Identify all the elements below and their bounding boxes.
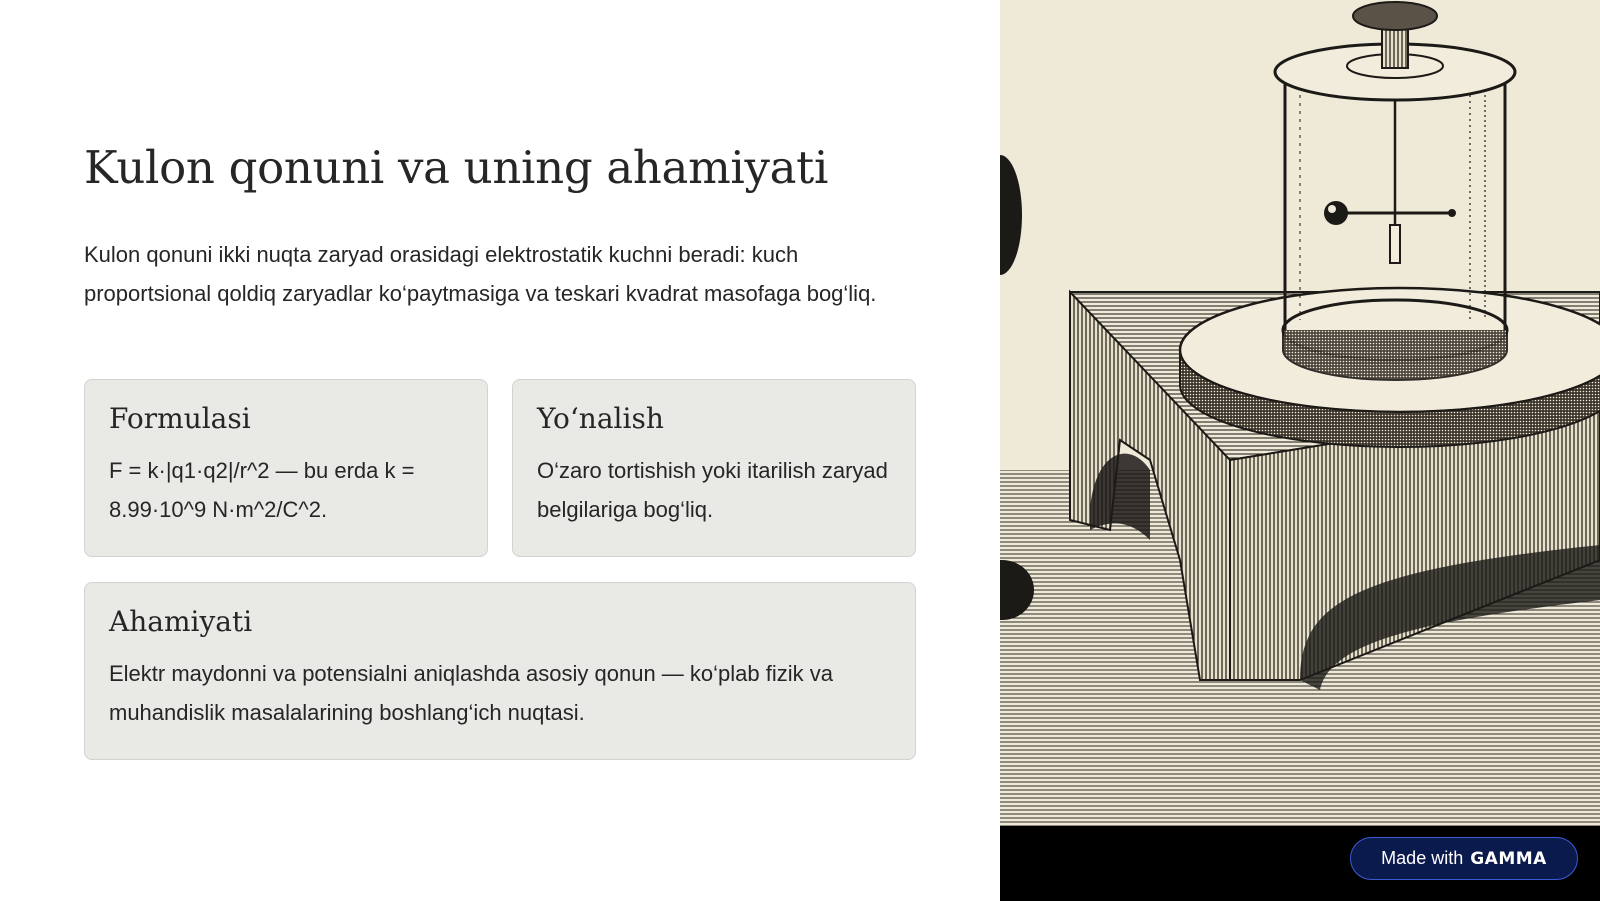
intro-paragraph: Kulon qonuni ikki nuqta zaryad orasidagi elektrostatik kuchni beradi: kuch proportsional qoldiq zaryadlar ko‘paytmasiga va teskari kvadrat masofaga bog‘liq.	[84, 242, 877, 306]
card-heading: Ahamiyati	[109, 605, 253, 638]
card-body: O‘zaro tortishish yoki itarilish zaryad belgilariga bog‘liq.	[537, 458, 888, 522]
gamma-logo: GAMMA	[1470, 848, 1547, 869]
slide-title: Kulon qonuni va uning ahamiyati	[84, 141, 829, 194]
card-heading: Yo‘nalish	[537, 402, 664, 435]
badge-prefix: Made with	[1381, 848, 1464, 868]
card-heading: Formulasi	[109, 402, 251, 435]
torsion-balance-illustration	[1000, 0, 1600, 826]
illustration-panel	[1000, 0, 1600, 901]
card-body: F = k·|q1·q2|/r^2 — bu erda k = 8.99·10^9 N·m^2/C^2.	[109, 458, 415, 522]
card-formula	[84, 379, 488, 557]
made-with-gamma-badge[interactable]	[1350, 837, 1578, 880]
card-body: Elektr maydonni va potensialni aniqlashda asosiy qonun — ko‘plab fizik va muhandislik masalalarining boshlang‘ich nuqtasi.	[109, 661, 833, 725]
card-importance	[84, 582, 916, 760]
card-direction	[512, 379, 916, 557]
